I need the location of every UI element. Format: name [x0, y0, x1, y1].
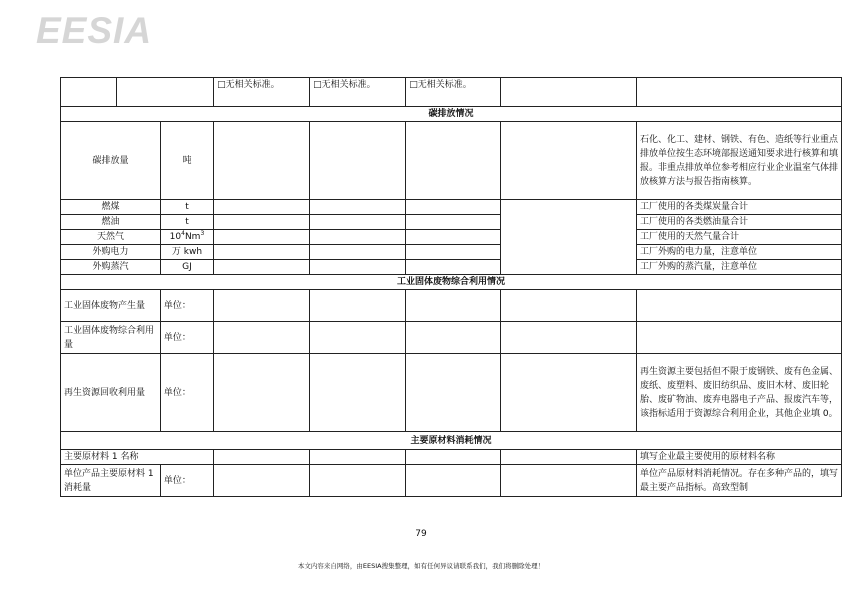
row-note: 工厂外购的蒸汽量，注意单位 [637, 260, 842, 275]
table-row [61, 200, 842, 215]
row-label: 燃煤 [61, 200, 161, 215]
input-cell[interactable] [406, 322, 501, 354]
section-header-materials: 主要原材料消耗情况 [61, 432, 842, 450]
row-unit: t [160, 215, 213, 230]
input-cell[interactable] [214, 122, 310, 200]
row-unit: 单位： [160, 322, 213, 354]
page-number: 79 [415, 529, 427, 539]
row-unit-natural-gas: $10^4Nm^3$ [160, 230, 213, 245]
cell [406, 78, 501, 107]
input-cell[interactable] [501, 290, 637, 322]
input-cell[interactable] [501, 322, 637, 354]
input-cell[interactable] [214, 322, 310, 354]
section-header-solid-waste: 工业固体废物综合利用情况 [61, 275, 842, 290]
cell [61, 78, 117, 107]
input-cell[interactable] [310, 450, 406, 465]
row-label: 工业固体废物产生量 [61, 290, 161, 322]
row-label: 工业固体废物综合利用量 [61, 322, 161, 354]
row-unit: t [160, 200, 213, 215]
cell [310, 78, 406, 107]
input-cell[interactable] [214, 200, 310, 215]
row-note: 单位产品原材料消耗情况。存在多种产品的，填写最主要产品指标。高致型制 [637, 465, 842, 497]
input-cell[interactable] [214, 450, 310, 465]
input-cell[interactable] [406, 465, 501, 497]
input-cell[interactable] [310, 354, 406, 432]
input-cell[interactable] [406, 200, 501, 215]
input-cell[interactable] [310, 260, 406, 275]
no-standard-checkbox[interactable]: □无相关标准。 [313, 80, 376, 90]
row-note: 工厂使用的天然气量合计 [637, 230, 842, 245]
table-row [61, 230, 842, 245]
row-unit: GJ [160, 260, 213, 275]
input-cell[interactable] [406, 230, 501, 245]
input-cell[interactable] [310, 122, 406, 200]
row-label: 燃油 [61, 215, 161, 230]
table-row [61, 450, 842, 465]
row-note [637, 290, 842, 322]
row-unit: 万 kwh [160, 245, 213, 260]
input-cell[interactable] [310, 465, 406, 497]
input-cell[interactable] [214, 260, 310, 275]
input-cell[interactable] [310, 290, 406, 322]
input-cell[interactable] [214, 230, 310, 245]
table-row [61, 465, 842, 497]
input-cell[interactable] [310, 322, 406, 354]
eesia-logo: EESIA [36, 10, 153, 51]
input-cell[interactable] [310, 200, 406, 215]
row-note [637, 322, 842, 354]
table-row [61, 354, 842, 432]
input-cell[interactable] [406, 215, 501, 230]
cell [501, 78, 637, 107]
row-note: 再生资源主要包括但不限于废钢铁、废有色金属、废纸、废塑料、废旧纺织品、废旧木材、废旧轮胎、废矿物油、废弃电器电子产品、报废汽车等，该指标适用于资源综合利用企业，其他企业填 0。 [637, 354, 842, 432]
cell [116, 78, 213, 107]
table-row [61, 78, 842, 107]
input-cell[interactable] [501, 122, 637, 200]
input-cell[interactable] [214, 465, 310, 497]
input-cell[interactable] [406, 450, 501, 465]
input-cell[interactable] [501, 200, 637, 275]
data-table [60, 77, 842, 497]
input-cell[interactable] [310, 215, 406, 230]
row-label: 再生资源回收利用量 [61, 354, 161, 432]
carbon-total-label: 碳排放量 [61, 122, 161, 200]
input-cell[interactable] [406, 122, 501, 200]
row-note: 工厂使用的各类煤炭量合计 [637, 200, 842, 215]
row-unit: 单位： [160, 465, 213, 497]
row-label: 外购蒸汽 [61, 260, 161, 275]
cell [214, 78, 310, 107]
input-cell[interactable] [406, 245, 501, 260]
row-label: 主要原材料 1 名称 [61, 450, 214, 465]
input-cell[interactable] [406, 354, 501, 432]
no-standard-checkbox[interactable]: □无相关标准。 [217, 80, 280, 90]
input-cell[interactable] [406, 290, 501, 322]
row-label: 外购电力 [61, 245, 161, 260]
row-label: 天然气 [61, 230, 161, 245]
input-cell[interactable] [406, 260, 501, 275]
footer-disclaimer: 本文内容来自网络，由EESIA搜集整理，如有任何异议请联系我们，我们将删除处理！ [297, 562, 545, 570]
table-row [61, 215, 842, 230]
row-unit: 单位： [160, 354, 213, 432]
row-unit: 单位： [160, 290, 213, 322]
row-label: 单位产品主要原材料 1 消耗量 [61, 465, 161, 497]
input-cell[interactable] [310, 230, 406, 245]
input-cell[interactable] [310, 245, 406, 260]
input-cell[interactable] [214, 215, 310, 230]
no-standard-checkbox[interactable]: □无相关标准。 [409, 80, 472, 90]
table-row [61, 122, 842, 200]
cell [637, 78, 842, 107]
table-row [61, 290, 842, 322]
table-row [61, 260, 842, 275]
input-cell[interactable] [501, 450, 637, 465]
input-cell[interactable] [501, 354, 637, 432]
table-row [61, 245, 842, 260]
input-cell[interactable] [214, 245, 310, 260]
section-header-carbon: 碳排放情况 [61, 107, 842, 122]
input-cell[interactable] [501, 465, 637, 497]
input-cell[interactable] [214, 354, 310, 432]
row-note: 工厂外购的电力量，注意单位 [637, 245, 842, 260]
input-cell[interactable] [214, 290, 310, 322]
carbon-total-unit: 吨 [160, 122, 213, 200]
row-note: 工厂使用的各类燃油量合计 [637, 215, 842, 230]
table-row [61, 322, 842, 354]
carbon-total-note: 石化、化工、建材、钢铁、有色、造纸等行业重点排放单位按生态环境部报送通知要求进行核算和填报。非重点排放单位参考相应行业企业温室气体排放核算方法与报告指南核算。 [637, 122, 842, 200]
row-note: 填写企业最主要使用的原材料名称 [637, 450, 842, 465]
